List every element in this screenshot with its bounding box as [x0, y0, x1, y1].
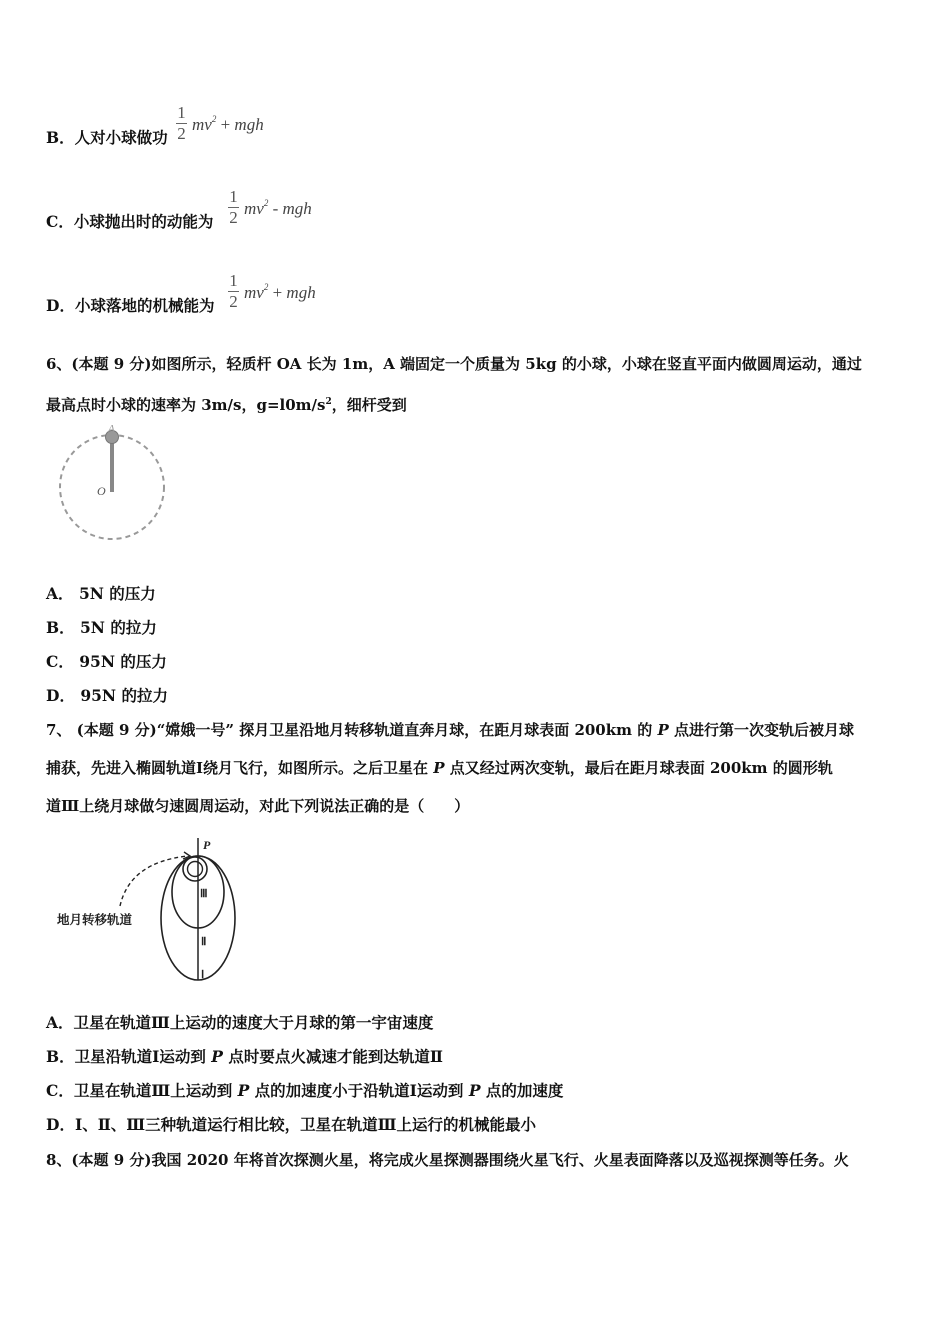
q7-option-b [46, 1047, 443, 1067]
option-text: 95N 的压力 [79, 652, 167, 671]
fraction-half [228, 272, 239, 311]
label-o: O [97, 484, 106, 498]
label-orbit-i: Ⅰ [201, 969, 205, 981]
expr-exponent: 2 [211, 114, 217, 124]
transfer-orbit-dashed [120, 856, 188, 906]
option-letter: D． [46, 686, 75, 705]
option-text: 点的加速度小于沿轨道Ⅰ运动到 [249, 1081, 469, 1100]
expr-mv: mv [244, 199, 264, 218]
label-transfer-orbit: 地月转移轨道 [57, 912, 133, 927]
q6-rod-figure [56, 422, 172, 546]
fraction-numerator: 1 [229, 271, 238, 290]
option-letter: D． [46, 296, 75, 315]
expr-exponent: 2 [263, 282, 269, 292]
option-text: 点时要点火减速才能到达轨道Ⅱ [222, 1047, 443, 1066]
q5-option-b [46, 128, 168, 148]
q7-point-p: P [433, 759, 445, 777]
option-letter: B． [46, 128, 75, 147]
q7-stem-line3: 道Ⅲ上绕月球做匀速圆周运动，对此下列说法正确的是（ ） [46, 797, 470, 815]
q6-exponent: 2 [325, 397, 332, 407]
fraction-denominator: 2 [229, 292, 238, 311]
fraction-numerator: 1 [177, 103, 186, 122]
label-orbit-iii: Ⅲ [200, 888, 208, 900]
q7-text: 点又经过两次变轨，最后在距月球表面 200km 的圆形轨 [444, 759, 833, 777]
option-text: 卫星沿轨道Ⅰ运动到 [74, 1047, 212, 1066]
q7-text: 捕获，先进入椭圆轨道Ⅰ绕月飞行，如图所示。之后卫星在 [46, 759, 434, 777]
option-letter: D． [46, 1115, 75, 1134]
expr-mv: mv [192, 115, 212, 134]
q6-option-b [46, 618, 157, 638]
expr-mgh: mgh [234, 115, 264, 134]
option-text: Ⅰ、Ⅱ、Ⅲ三种轨道运行相比较，卫星在轨道Ⅲ上运行的机械能最小 [74, 1115, 537, 1134]
option-letter: B． [46, 618, 75, 637]
option-letter: B． [46, 1047, 75, 1066]
q8-stem-line1: 8、(本题 9 分)我国 2020 年将首次探测火星，将完成火星探测器围绕火星飞行、火星表面降落以及巡视探测等任务。火 [46, 1151, 849, 1169]
q7-orbit-figure [50, 832, 250, 988]
option-text: 5N 的拉力 [80, 618, 157, 637]
q7-point-p: P [657, 721, 669, 739]
option-letter: A． [46, 1013, 74, 1032]
q5-option-c [46, 212, 213, 232]
expr-mgh: mgh [282, 199, 312, 218]
option-text: 小球抛出时的动能为 [73, 212, 214, 231]
q6-option-c [46, 652, 167, 672]
q7-option-d [46, 1115, 536, 1135]
expr-mgh: mgh [286, 283, 316, 302]
option-text: 5N 的压力 [78, 584, 156, 603]
option-letter: C． [46, 1081, 74, 1100]
option-letter: C． [46, 652, 74, 671]
q6-stem-tail: ，细杆受到 [331, 396, 407, 414]
q7-text: 点进行第一次变轨后被月球 [668, 721, 854, 739]
label-orbit-ii: Ⅱ [201, 936, 207, 948]
q7-option-c [46, 1081, 563, 1101]
option-letter: C． [46, 212, 74, 231]
option-letter: A． [46, 584, 74, 603]
option-text: 95N 的拉力 [80, 686, 168, 705]
option-text: 小球落地的机械能为 [74, 296, 215, 315]
q5-option-d-expression [244, 282, 316, 303]
q6-stem-line1: 6、(本题 9 分)如图所示，轻质杆 OA 长为 1m，A 端固定一个质量为 5kg 的小球，小球在竖直平面内做圆周运动，通过 [46, 355, 862, 373]
label-p: P [203, 838, 211, 852]
expr-operator: - [268, 199, 283, 218]
q5-option-d [46, 296, 214, 316]
expr-exponent: 2 [263, 198, 269, 208]
q5-option-c-expression [244, 198, 312, 219]
option-text: 卫星在轨道Ⅲ上运动的速度大于月球的第一宇宙速度 [73, 1013, 434, 1032]
fraction-denominator: 2 [177, 124, 186, 143]
q6-stem-text: 最高点时小球的速率为 3m/s，g=l0m/s [46, 396, 326, 414]
q6-option-d [46, 686, 168, 706]
q7-stem-line1 [46, 720, 854, 740]
option-text: 卫星在轨道Ⅲ上运动到 [73, 1081, 238, 1100]
fraction-half [228, 188, 239, 227]
q6-option-a [46, 584, 156, 604]
q6-stem-line2 [46, 392, 407, 415]
option-text: 点的加速度 [480, 1081, 564, 1100]
label-a: A [108, 423, 115, 435]
q7-stem-line2 [46, 758, 833, 778]
fraction-numerator: 1 [229, 187, 238, 206]
orbit-iii [183, 857, 207, 881]
expr-mv: mv [244, 283, 264, 302]
expr-operator: + [268, 283, 287, 302]
option-text: 人对小球做功 [74, 128, 168, 147]
expr-operator: + [216, 115, 235, 134]
option-point-p: P [237, 1081, 250, 1100]
light-rod [110, 436, 114, 492]
option-point-p: P [468, 1081, 481, 1100]
fraction-denominator: 2 [229, 208, 238, 227]
q7-option-a [46, 1013, 433, 1033]
q7-text: 7、 (本题 9 分)“嫦娥一号” 探月卫星沿地月转移轨道直奔月球，在距月球表面 200km 的 [46, 721, 658, 739]
moon [188, 862, 203, 877]
q5-option-b-expression [192, 114, 264, 135]
option-point-p: P [211, 1047, 223, 1066]
fraction-half [176, 104, 187, 143]
